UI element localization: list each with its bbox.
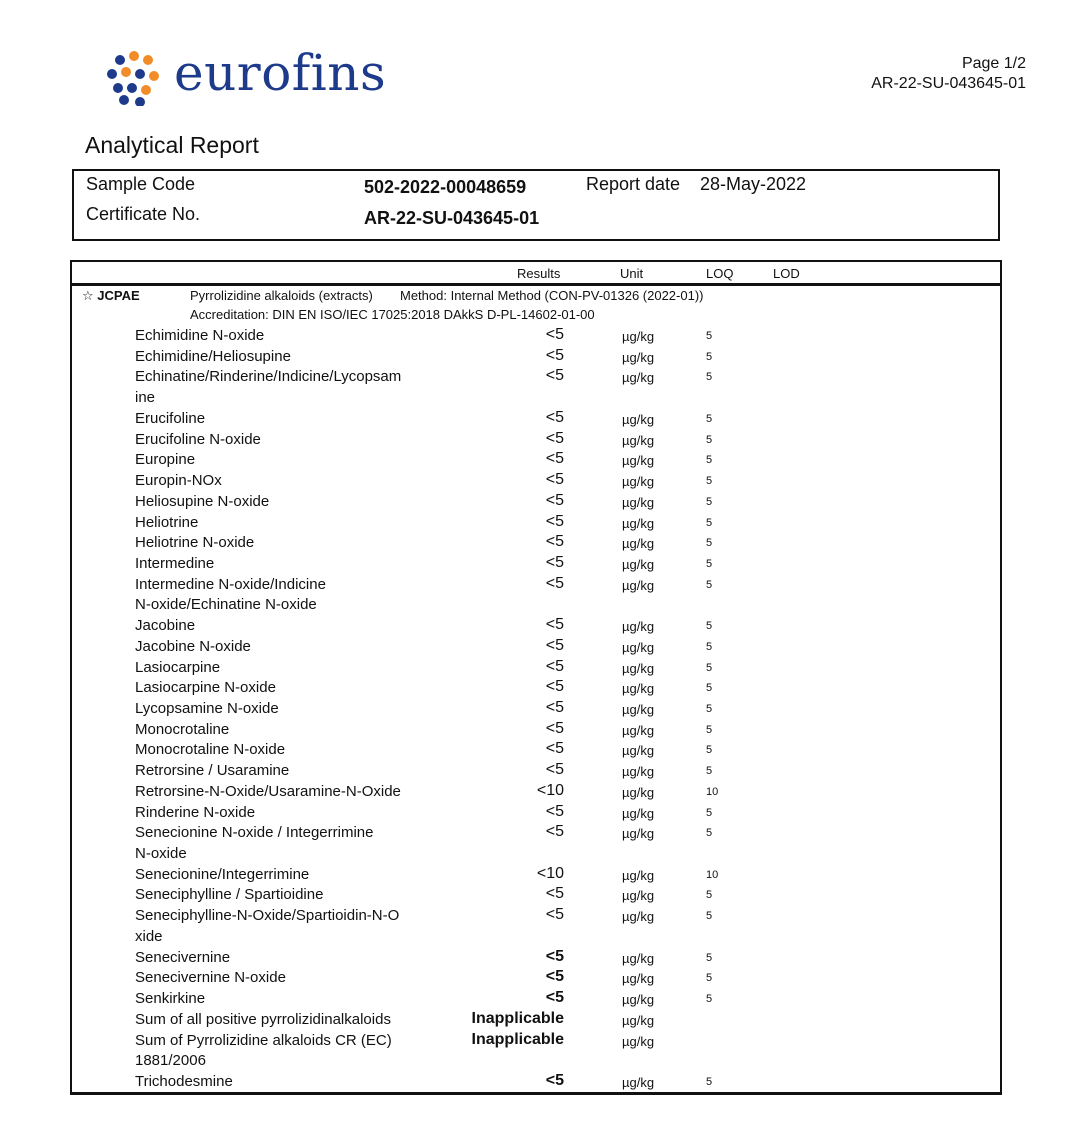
analyte-unit: µg/kg bbox=[622, 971, 655, 987]
analyte-name: N-oxide bbox=[135, 845, 187, 862]
table-row bbox=[72, 346, 1000, 367]
table-row bbox=[72, 532, 1000, 553]
analyte-result: <10 bbox=[536, 864, 564, 882]
eurofins-logo bbox=[106, 44, 387, 106]
analyte-result: Inapplicable bbox=[471, 1030, 564, 1048]
analyte-loq: 5 bbox=[706, 454, 713, 467]
analyte-unit: µg/kg bbox=[622, 681, 655, 697]
analyte-loq: 5 bbox=[706, 640, 713, 653]
table-row bbox=[72, 739, 1000, 760]
table-row bbox=[72, 574, 1000, 595]
analyte-name: 1881/2006 bbox=[135, 1052, 206, 1070]
page-number: Page 1/2 bbox=[961, 55, 1026, 72]
analyte-unit: µg/kg bbox=[622, 722, 655, 738]
analyte-loq: 5 bbox=[706, 972, 713, 985]
table-row bbox=[72, 470, 1000, 491]
analyte-unit: µg/kg bbox=[622, 370, 655, 386]
table-row bbox=[72, 1030, 1000, 1051]
analyte-loq: 10 bbox=[706, 785, 719, 798]
analyte-result: <5 bbox=[545, 491, 564, 509]
analyte-result: <5 bbox=[545, 678, 564, 696]
analyte-name: Sum of all positive pyrrolizidinalkaloids bbox=[135, 1010, 391, 1028]
analyte-unit: µg/kg bbox=[622, 556, 655, 572]
table-row bbox=[72, 884, 1000, 905]
analyte-name: Monocrotaline N-oxide bbox=[135, 741, 286, 759]
certificate-label: Certificate No. bbox=[86, 204, 201, 224]
analyte-unit: µg/kg bbox=[622, 577, 655, 593]
analyte-loq: 5 bbox=[706, 495, 713, 508]
brand-name: eurofins bbox=[174, 44, 387, 102]
analyte-loq: 5 bbox=[706, 993, 713, 1005]
analyte-unit: µg/kg bbox=[622, 432, 655, 448]
table-row bbox=[72, 408, 1000, 429]
analyte-name: Seneciphylline-N-Oxide/Spartioidin-N-O bbox=[135, 907, 400, 925]
report-date-label: Report date bbox=[586, 174, 681, 194]
analyte-unit: µg/kg bbox=[622, 888, 655, 904]
analyte-unit: µg/kg bbox=[622, 1033, 655, 1049]
analyte-unit: µg/kg bbox=[622, 743, 655, 759]
page-title: Analytical Report bbox=[85, 132, 259, 158]
column-header-unit: Unit bbox=[620, 266, 644, 281]
table-row bbox=[72, 864, 1000, 885]
analyte-name: N-oxide/Echinatine N-oxide bbox=[135, 596, 317, 614]
analyte-unit: µg/kg bbox=[622, 411, 655, 427]
analyte-result: <5 bbox=[545, 636, 564, 654]
analyte-unit: µg/kg bbox=[622, 536, 655, 552]
table-row bbox=[72, 553, 1000, 574]
analyte-loq: 5 bbox=[706, 1075, 713, 1088]
analyte-loq: 5 bbox=[706, 744, 713, 757]
analyte-loq: 5 bbox=[706, 806, 713, 819]
analyte-name: Lasiocarpine bbox=[135, 658, 221, 676]
analyte-result: Inapplicable bbox=[471, 1009, 564, 1027]
analyte-result: <5 bbox=[545, 616, 564, 634]
table-row bbox=[72, 657, 1000, 678]
table-row bbox=[72, 926, 1000, 947]
analyte-result: <5 bbox=[545, 823, 564, 841]
table-row bbox=[72, 1050, 1000, 1071]
analyte-name: Seneciphylline / Spartioidine bbox=[135, 886, 324, 904]
analyte-loq: 5 bbox=[706, 475, 713, 487]
analyte-result: <5 bbox=[545, 574, 564, 592]
analyte-result: <5 bbox=[545, 1071, 564, 1089]
analyte-result: <5 bbox=[545, 657, 564, 675]
analyte-result: <5 bbox=[545, 906, 564, 924]
table-row bbox=[72, 512, 1000, 533]
analyte-result: <5 bbox=[545, 968, 564, 986]
sample-code-value: 502-2022-00048659 bbox=[364, 177, 527, 197]
analyte-name: Echimidine N-oxide bbox=[135, 327, 265, 344]
analyte-name: Retrorsine / Usaramine bbox=[135, 762, 290, 780]
table-row bbox=[72, 491, 1000, 512]
table-row bbox=[72, 615, 1000, 636]
analysis-name: Pyrrolizidine alkaloids (extracts) bbox=[190, 288, 373, 303]
analyte-name: Europine bbox=[135, 451, 196, 469]
analyte-name: Jacobine bbox=[135, 617, 196, 635]
analyte-loq: 5 bbox=[706, 516, 713, 529]
analyte-unit: µg/kg bbox=[622, 474, 655, 489]
table-row bbox=[72, 429, 1000, 450]
analyte-name: Retrorsine-N-Oxide/Usaramine-N-Oxide bbox=[135, 782, 401, 800]
table-row bbox=[72, 698, 1000, 719]
sample-code-label: Sample Code bbox=[86, 174, 196, 194]
analyte-name: Rinderine N-oxide bbox=[135, 803, 256, 821]
analyte-name: xide bbox=[135, 927, 163, 945]
analyte-result: <5 bbox=[545, 947, 564, 965]
analyte-loq: 5 bbox=[706, 412, 713, 425]
table-row bbox=[72, 1009, 1000, 1030]
analyte-name: Intermedine bbox=[135, 554, 215, 572]
analyte-name: Senecionine/Integerrimine bbox=[135, 865, 310, 883]
analyte-name: Echimidine/Heliosupine bbox=[135, 347, 291, 365]
analyte-unit: µg/kg bbox=[622, 826, 655, 842]
analyte-loq: 5 bbox=[706, 578, 713, 591]
method-code: ☆ JCPAE bbox=[82, 288, 140, 303]
table-row bbox=[72, 843, 1000, 864]
certificate-value: AR-22-SU-043645-01 bbox=[364, 208, 540, 228]
analyte-name: Lycopsamine N-oxide bbox=[135, 700, 279, 717]
analyte-unit: µg/kg bbox=[622, 992, 655, 1007]
analyte-name: Lasiocarpine N-oxide bbox=[135, 679, 276, 697]
analyte-result: <5 bbox=[545, 326, 564, 343]
analyte-name: Senkirkine bbox=[135, 990, 206, 1007]
analyte-loq: 5 bbox=[706, 350, 713, 363]
table-row bbox=[72, 677, 1000, 698]
accreditation-text: Accreditation: DIN EN ISO/IEC 17025:2018 DAkkS D-PL-14602-01-00 bbox=[190, 307, 595, 322]
table-row bbox=[72, 802, 1000, 823]
analyte-result: <5 bbox=[545, 719, 564, 737]
analyte-result: <5 bbox=[545, 429, 564, 447]
analyte-result: <5 bbox=[545, 346, 564, 364]
table-row bbox=[72, 594, 1000, 615]
table-row bbox=[72, 947, 1000, 968]
analyte-unit: µg/kg bbox=[622, 1074, 655, 1090]
analyte-loq: 5 bbox=[706, 827, 713, 840]
report-date-value: 28-May-2022 bbox=[700, 174, 807, 194]
analyte-unit: µg/kg bbox=[622, 702, 655, 717]
analyte-result: <5 bbox=[545, 408, 564, 426]
header-divider bbox=[72, 283, 1000, 286]
analyte-unit: µg/kg bbox=[622, 619, 655, 635]
analyte-loq: 5 bbox=[706, 951, 713, 964]
analyte-loq: 5 bbox=[706, 723, 713, 736]
table-row bbox=[72, 1071, 1000, 1092]
analyte-result: <5 bbox=[545, 533, 564, 551]
table-row bbox=[72, 760, 1000, 781]
table-row bbox=[72, 636, 1000, 657]
analyte-result: <10 bbox=[536, 781, 564, 799]
analyte-unit: µg/kg bbox=[622, 494, 655, 510]
analyte-unit: µg/kg bbox=[622, 515, 655, 531]
analyte-loq: 5 bbox=[706, 703, 713, 715]
column-header-lod: LOD bbox=[773, 266, 800, 281]
analyte-loq: 5 bbox=[706, 765, 713, 778]
analyte-loq: 5 bbox=[706, 620, 713, 633]
analyte-result: <5 bbox=[545, 885, 564, 903]
analyte-loq: 5 bbox=[706, 889, 713, 902]
analyte-result: <5 bbox=[545, 471, 564, 488]
analyte-name: Senecivernine N-oxide bbox=[135, 969, 286, 987]
analyte-unit: µg/kg bbox=[622, 909, 655, 925]
analyte-loq: 5 bbox=[706, 433, 713, 446]
analyte-name: Echinatine/Rinderine/Indicine/Lycopsam bbox=[135, 368, 402, 386]
column-header-loq: LOQ bbox=[706, 266, 734, 281]
analyte-name: Senecionine N-oxide / Integerrimine bbox=[135, 824, 374, 842]
table-row bbox=[72, 325, 1000, 346]
table-row bbox=[72, 822, 1000, 843]
analyte-unit: µg/kg bbox=[622, 453, 655, 469]
analyte-unit: µg/kg bbox=[622, 950, 655, 966]
eurofins-logo-dots-icon bbox=[106, 50, 166, 106]
analyte-result: <5 bbox=[545, 450, 564, 468]
results-table bbox=[70, 260, 1002, 1095]
analyte-unit: µg/kg bbox=[622, 349, 655, 365]
table-row bbox=[72, 387, 1000, 408]
analyte-name: Jacobine N-oxide bbox=[135, 637, 251, 655]
page-info bbox=[871, 54, 1026, 94]
analyte-name: ine bbox=[135, 389, 156, 407]
table-row bbox=[72, 449, 1000, 470]
table-row bbox=[72, 719, 1000, 740]
analyte-result: <5 bbox=[545, 802, 564, 820]
method-description: Method: Internal Method (CON-PV-01326 (2022-01)) bbox=[400, 288, 704, 303]
analyte-unit: µg/kg bbox=[622, 867, 655, 883]
analyte-unit: µg/kg bbox=[622, 329, 655, 344]
analyte-name: Senecivernine bbox=[135, 948, 231, 966]
analyte-unit: µg/kg bbox=[622, 764, 655, 780]
analyte-loq: 10 bbox=[706, 868, 719, 881]
analyte-loq: 5 bbox=[706, 330, 713, 342]
analyte-result: <5 bbox=[545, 740, 564, 758]
sample-info-box bbox=[72, 169, 1000, 241]
table-row bbox=[72, 967, 1000, 988]
analyte-result: <5 bbox=[545, 699, 564, 716]
analyte-name: Erucifoline N-oxide bbox=[135, 430, 261, 448]
analyte-unit: µg/kg bbox=[622, 805, 655, 821]
analyte-unit: µg/kg bbox=[622, 639, 655, 655]
analyte-name: Sum of Pyrrolizidine alkaloids CR (EC) bbox=[135, 1031, 392, 1049]
analyte-result: <5 bbox=[545, 367, 564, 385]
analyte-name: Heliotrine bbox=[135, 513, 199, 531]
analyte-name: Europin-NOx bbox=[135, 472, 222, 489]
analyte-loq: 5 bbox=[706, 682, 713, 695]
analyte-name: Intermedine N-oxide/Indicine bbox=[135, 575, 326, 593]
analyte-result: <5 bbox=[545, 989, 564, 1006]
analyte-loq: 5 bbox=[706, 371, 713, 384]
analyte-loq: 5 bbox=[706, 661, 713, 674]
table-row bbox=[72, 781, 1000, 802]
report-id: AR-22-SU-043645-01 bbox=[871, 75, 1026, 92]
analyte-name: Erucifoline bbox=[135, 409, 206, 427]
analyte-loq: 5 bbox=[706, 557, 713, 570]
analyte-result: <5 bbox=[545, 512, 564, 530]
analyte-unit: µg/kg bbox=[622, 660, 655, 676]
analyte-loq: 5 bbox=[706, 537, 713, 550]
column-header-results: Results bbox=[517, 266, 561, 281]
analyte-result: <5 bbox=[545, 761, 564, 779]
analyte-name: Heliosupine N-oxide bbox=[135, 492, 270, 510]
analyte-name: Monocrotaline bbox=[135, 720, 230, 738]
analyte-name: Heliotrine N-oxide bbox=[135, 534, 255, 552]
table-row bbox=[72, 905, 1000, 926]
analyte-unit: µg/kg bbox=[622, 784, 655, 800]
table-row bbox=[72, 988, 1000, 1009]
analyte-unit: µg/kg bbox=[622, 1012, 655, 1028]
analyte-name: Trichodesmine bbox=[135, 1072, 233, 1090]
analyte-result: <5 bbox=[545, 553, 564, 571]
table-row bbox=[72, 366, 1000, 387]
analyte-loq: 5 bbox=[706, 910, 713, 923]
